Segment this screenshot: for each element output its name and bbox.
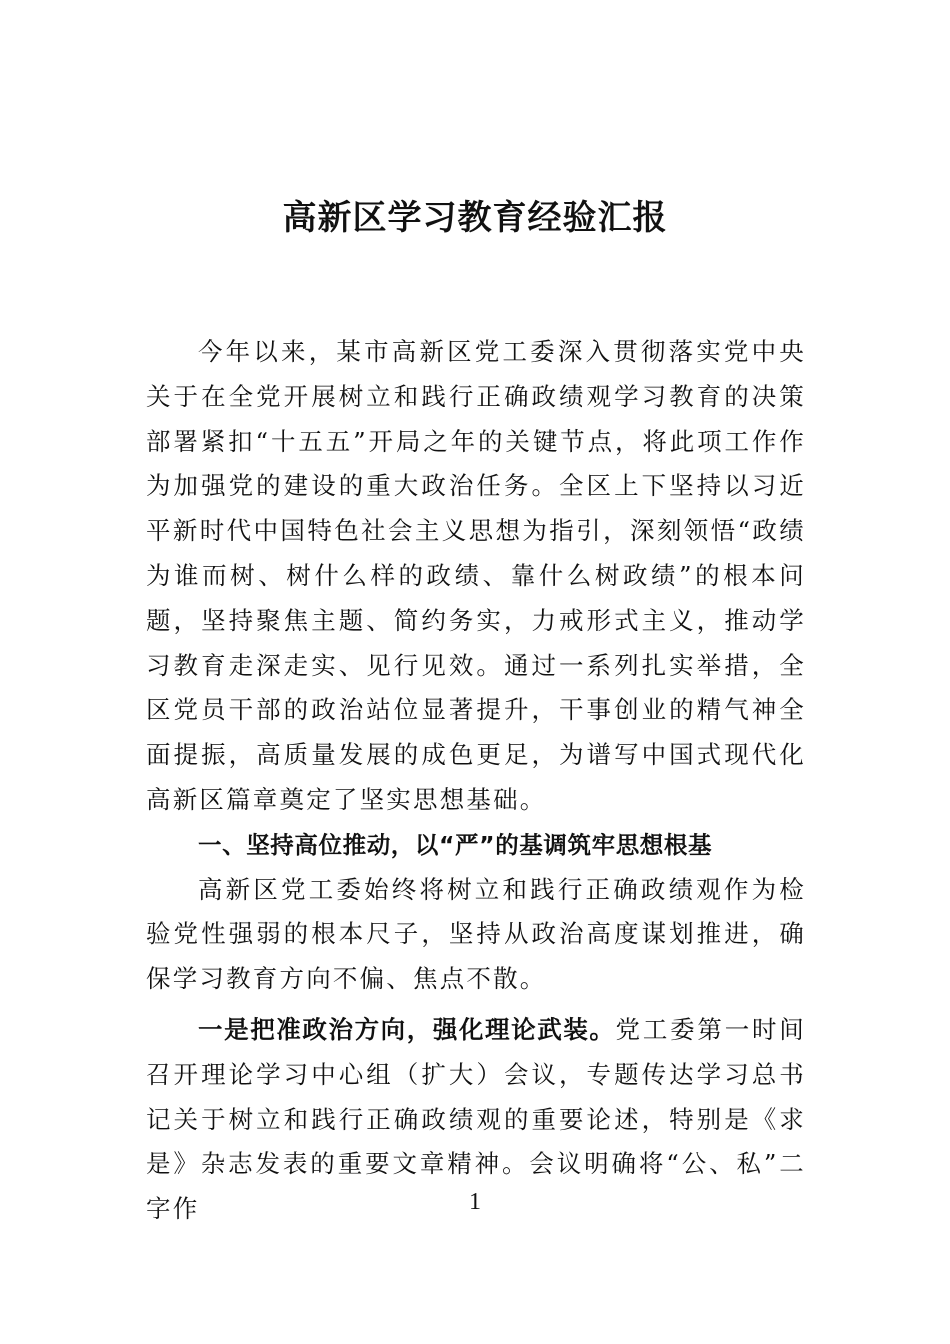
document-title: 高新区学习教育经验汇报 xyxy=(282,198,668,238)
section-heading-1: 一、坚持高位推动，以“严”的基调筑牢思想根基 xyxy=(198,830,713,859)
item-1-text: 党工委第一时间召开理论学习中心组（扩大）会议，专题传达学习总书记关于树立和践行正确政绩观的重要论述，特别是《求是》杂志发表的重要文章精神。会议明确将“公、私”二字作 xyxy=(146,1014,807,1224)
document-body xyxy=(146,330,806,1232)
intro-paragraph: 今年以来，某市高新区党工委深入贯彻落实党中央关于在全党开展树立和践行正确政绩观学习教育的决策部署紧扣“十五五”开局之年的关键节点，将此项工作作为加强党的建设的重大政治任务。全区上下坚持以习近平新时代中国特色社会主义思想为指引，深刻领悟“政绩为谁而树、树什么样的政绩、靠什么树政绩”的根本问题，坚持聚焦主题、简约务实，力戒形式主义，推动学习教育走深走实、见行见效。通过一系列扎实举措，全区党员干部的政治站位显著提升，干事创业的精气神全面提振，高质量发展的成色更足，为谱写中国式现代化高新区篇章奠定了坚实思想基础。 xyxy=(146,337,806,814)
section-1-intro-paragraph: 高新区党工委始终将树立和践行正确政绩观作为检验党性强弱的根本尺子，坚持从政治高度谋划推进，确保学习教育方向不偏、焦点不散。 xyxy=(146,874,806,994)
item-1-lead: 一是把准政治方向，强化理论武装。 xyxy=(198,1014,616,1044)
page-number: 1 xyxy=(469,1189,481,1215)
